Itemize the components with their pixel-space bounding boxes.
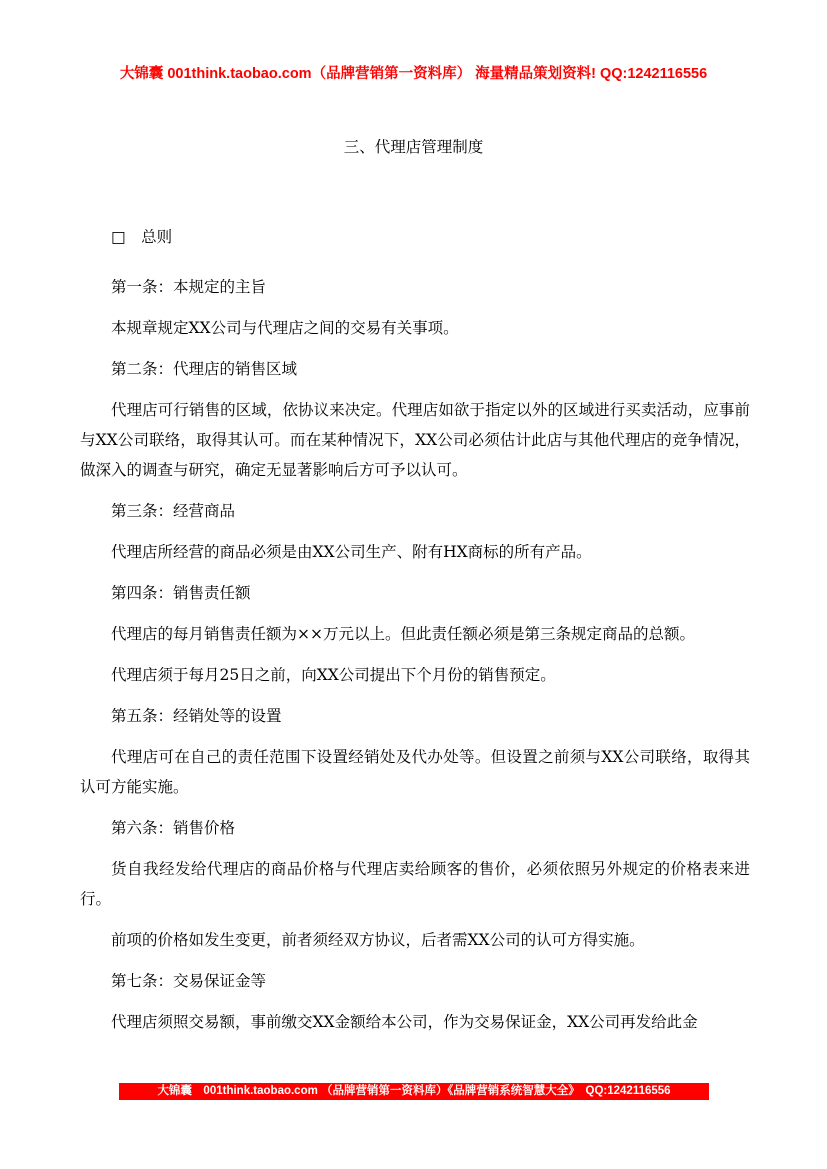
article-heading: 第一条：本规定的主旨 (111, 278, 267, 296)
article-heading: 第四条：销售责任额 (111, 584, 251, 602)
paragraph: 代理店所经营的商品必须是由XX公司生产、附有HX商标的所有产品。 (111, 543, 592, 561)
page-footer-banner: 大锦囊 001think.taobao.com （品牌营销第一资料库）《品牌营销系统智慧大全》 QQ:1242116556 (119, 1083, 709, 1100)
document-body (80, 222, 750, 1048)
article-heading: 第七条：交易保证金等 (111, 972, 267, 990)
article-heading: 第三条：经营商品 (111, 502, 236, 520)
article-heading: 第六条：销售价格 (111, 819, 236, 837)
article-heading: 第二条：代理店的销售区域 (111, 360, 298, 378)
paragraph: 代理店须于每月25日之前，向XX公司提出下个月份的销售预定。 (111, 666, 556, 684)
document-title: 三、代理店管理制度 (343, 138, 484, 156)
article-heading: 第五条：经销处等的设置 (111, 707, 282, 725)
paragraph: 前项的价格如发生变更，前者须经双方协议，后者需XX公司的认可方得实施。 (111, 931, 645, 949)
paragraph: 本规章规定XX公司与代理店之间的交易有关事项。 (111, 319, 459, 337)
section-heading: □ 总则 (111, 228, 173, 246)
paragraph: 代理店的每月销售责任额为××万元以上。但此责任额必须是第三条规定商品的总额。 (111, 625, 695, 643)
paragraph: 代理店须照交易额，事前缴交XX金额给本公司，作为交易保证金，XX公司再发给此金 (111, 1013, 698, 1031)
page-header-banner: 大锦囊 001think.taobao.com（品牌营销第一资料库） 海量精品策划资料! QQ:1242116556 (119, 66, 708, 82)
paragraph: 代理店可行销售的区域，依协议来决定。代理店如欲于指定以外的区域进行买卖活动，应事前与XX公司联络，取得其认可。而在某种情况下，XX公司必须估计此店与其他代理店的竞争情况，做深入的调查与研究，确定无显著影响后方可予以认可。 (80, 401, 750, 479)
paragraph: 货自我经发给代理店的商品价格与代理店卖给顾客的售价，必须依照另外规定的价格表来进行。 (80, 860, 750, 908)
paragraph: 代理店可在自己的责任范围下设置经销处及代办处等。但设置之前须与XX公司联络，取得其认可方能实施。 (80, 748, 750, 796)
